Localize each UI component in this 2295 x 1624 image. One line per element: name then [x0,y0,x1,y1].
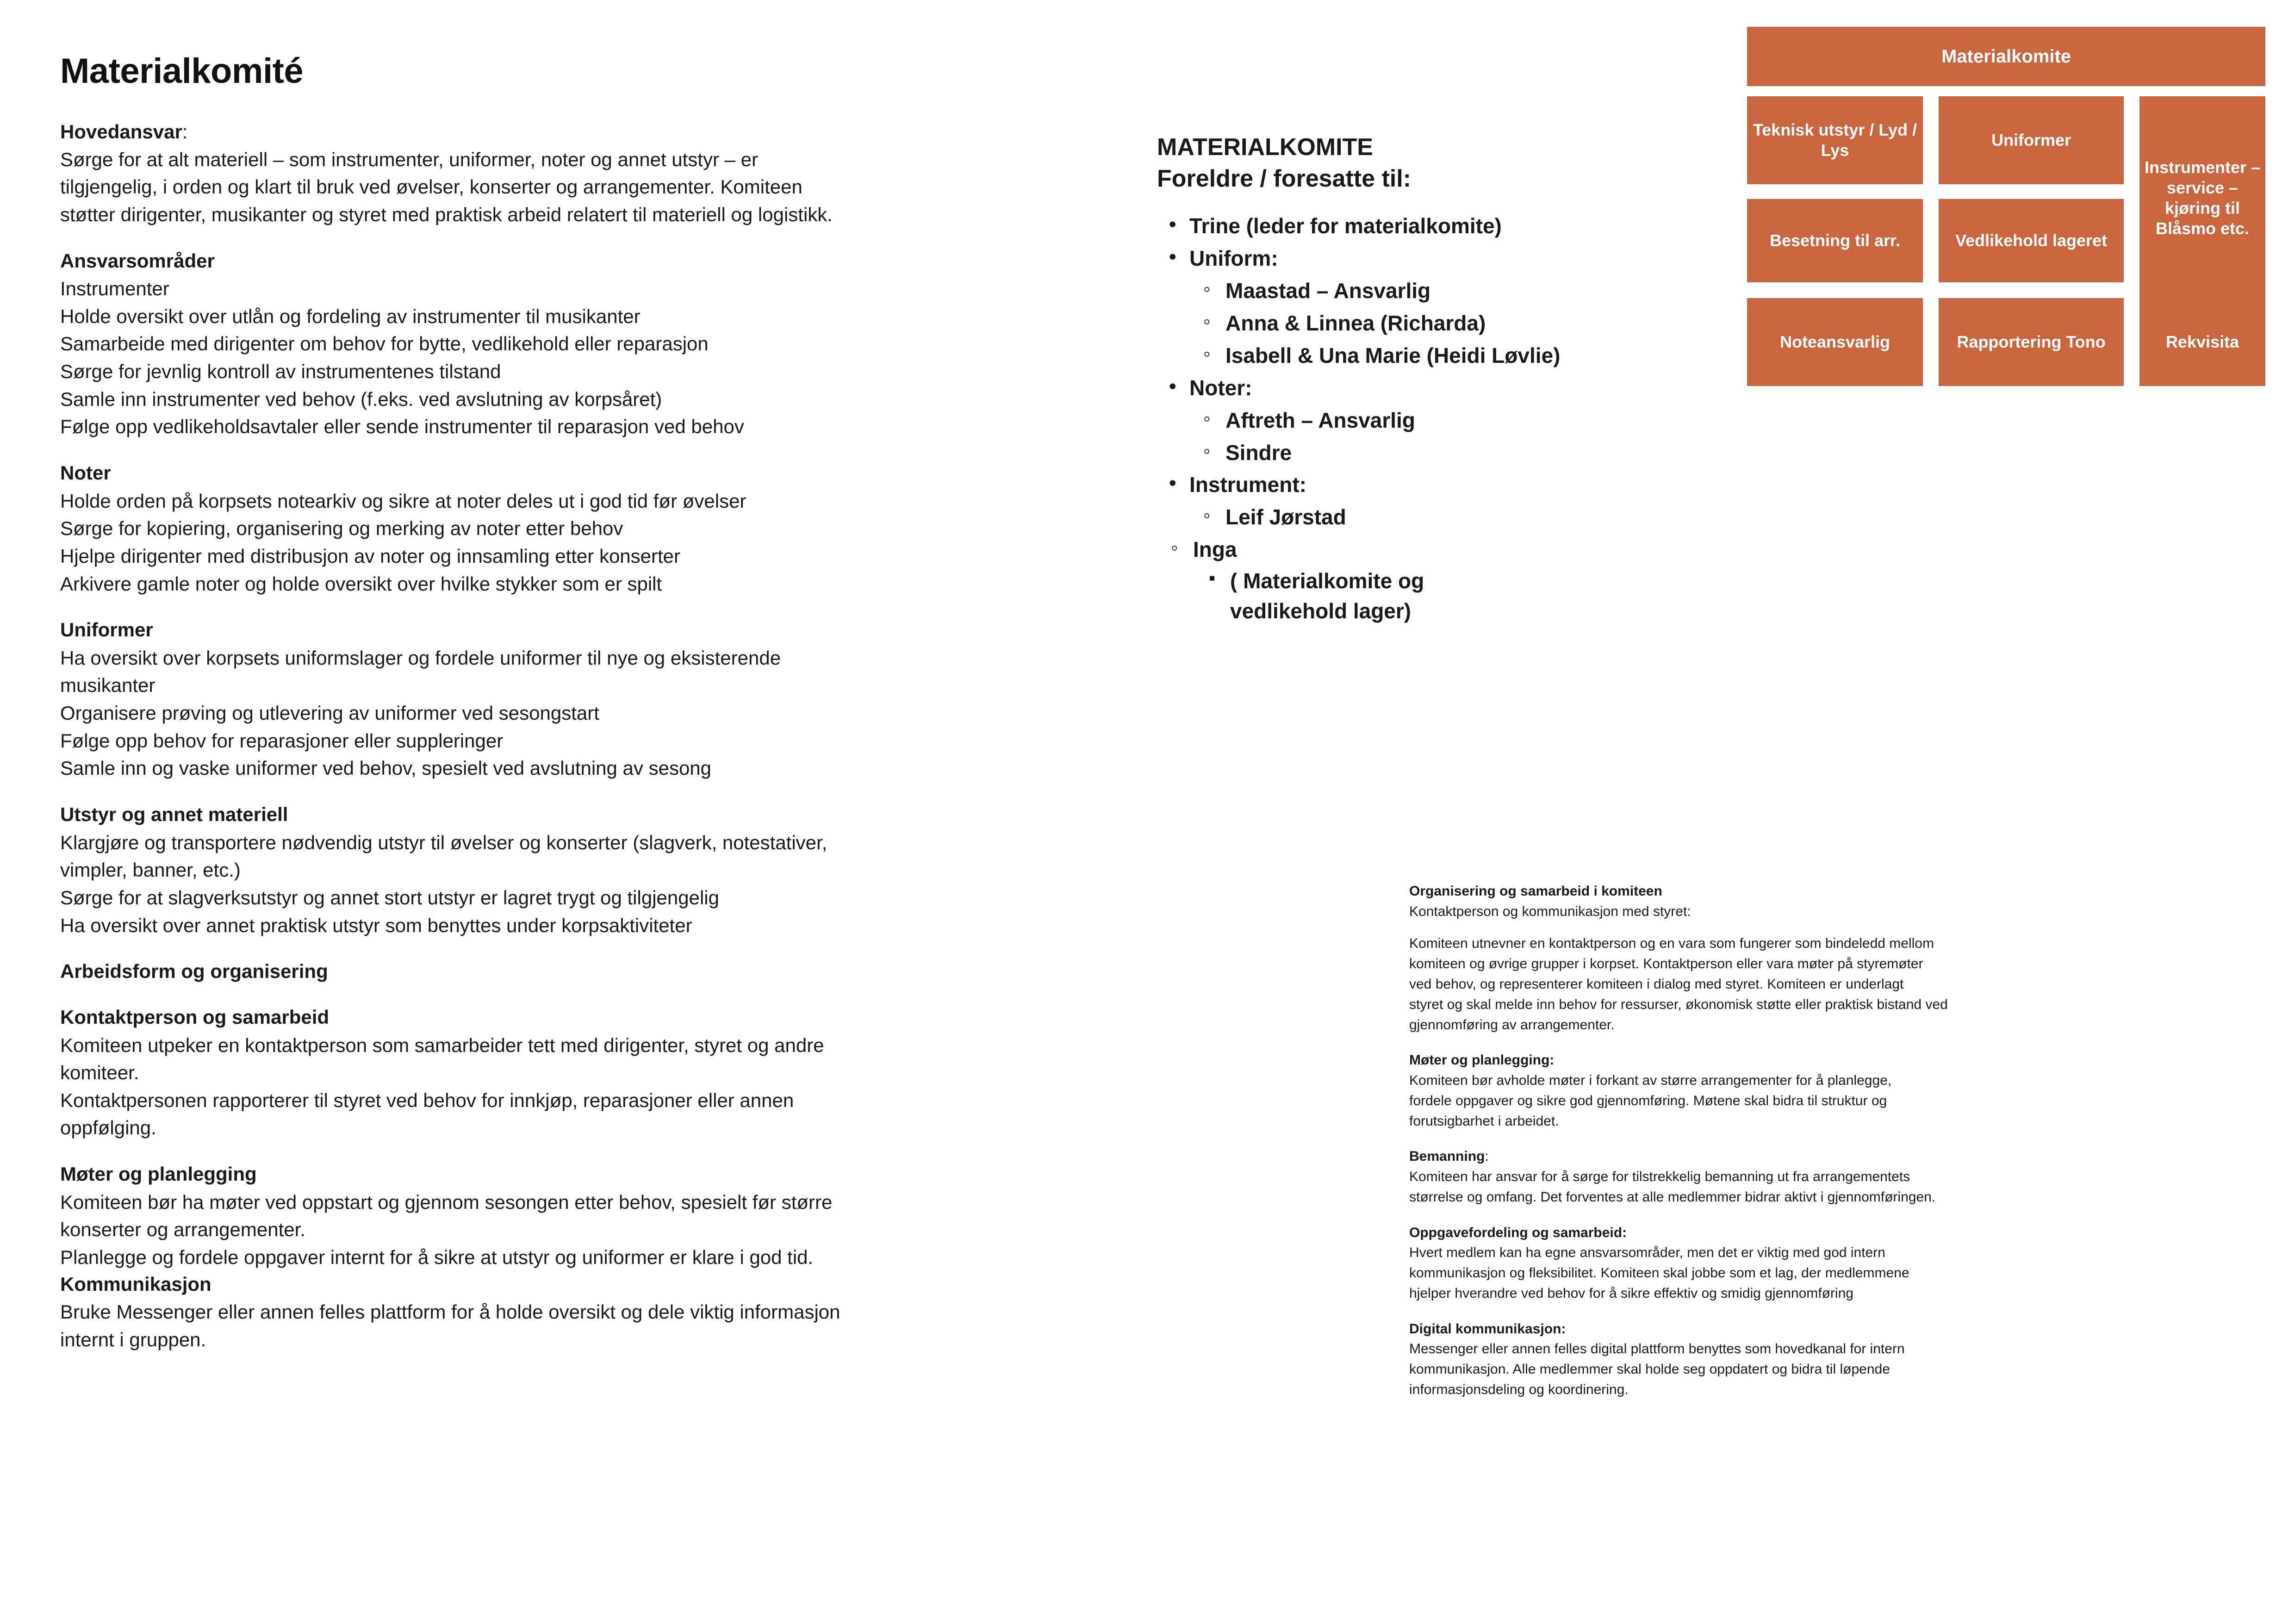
list-item [1189,469,1796,534]
list-item [1189,243,1796,372]
note-heading: Organisering og samarbeid i komiteen [1409,884,1662,899]
sub-list [1189,404,1796,469]
org-box-rekvisita: Rekvisita [2140,298,2265,386]
body-line: Samarbeide med dirigenter om behov for bytte, vedlikehold eller reparasjon [60,333,709,355]
note-line: forutsigbarhet i arbeidet. [1409,1113,1559,1129]
note-heading-text: Bemanning [1409,1149,1485,1164]
note-line: Komiteen har ansvar for å sørge for tilstrekkelig bemanning ut fra arrangementets [1409,1169,1910,1184]
list-item-label: ( Materialkomite og [1230,569,1424,593]
body-line: Sørge for kopiering, organisering og merking av noter etter behov [60,517,623,540]
section-utstyr [60,802,1134,939]
list-item [1230,566,1796,627]
note-line: Komiteen bør avholde møter i forkant av større arrangementer for å planlegge, [1409,1072,1892,1088]
body-line: internt i gruppen. [60,1328,206,1350]
org-chart [1747,27,2265,624]
body-line: Samle inn instrumenter ved behov (f.eks. ved avslutning av korpsåret) [60,388,662,410]
roster-subtitle: Foreldre / foresatte til: [1157,165,1411,192]
page-title: Materialkomité [60,51,304,91]
note-line: hjelper hverandre ved behov for å sikre effektiv og smidig gjennomføring [1409,1285,1853,1301]
body-line: Holde oversikt over utlån og fordeling av instrumenter til musikanter [60,305,641,327]
note-line: informasjonsdeling og koordinering. [1409,1381,1629,1397]
section-heading-arbeidsform: Arbeidsform og organisering [60,960,328,983]
body-line: musikanter [60,674,155,697]
heading-text: Hovedansvar [60,121,182,143]
org-box-teknisk-utstyr: Teknisk utstyr / Lyd / Lys [1747,96,1923,184]
body-line: Arkivere gamle noter og holde oversikt over hvilke stykker som er spilt [60,572,662,595]
body-line: Instrumenter [60,278,169,300]
section-heading-moter: Møter og planlegging [60,1163,257,1185]
note-line: gjennomføring av arrangementer. [1409,1017,1615,1033]
list-item: ◦ Leif Jørstad [1225,501,1796,534]
org-box-materialkomite: Materialkomite [1747,27,2265,86]
org-box-besetning: Besetning til arr. [1747,199,1923,282]
list-item [1193,534,1796,627]
section-ansvarsomrader [60,248,1134,441]
note-heading-suffix: : [1485,1149,1489,1164]
org-box-vedlikehold: Vedlikehold lageret [1939,199,2124,282]
note-line: størrelse og omfang. Det forventes at alle medlemmer bidrar aktivt i gjennomføringen. [1409,1189,1936,1205]
body-line: Samle inn og vaske uniformer ved behov, spesielt ved avslutning av sesong [60,757,712,779]
note-lead: Kontaktperson og kommunikasjon med styret: [1409,903,1691,919]
section-heading-uniformer: Uniformer [60,619,153,641]
section-heading-hovedansvar [60,118,1134,146]
body-line: Ha oversikt over korpsets uniformslager og fordele uniformer til nye og eksisterende [60,647,781,669]
section-kontaktperson [60,1004,1134,1142]
sub-list [1193,566,1796,627]
list-item: ◦ Sindre [1225,437,1796,469]
list-item-label-cont: vedlikehold lager) [1230,599,1412,623]
list-item-label: Uniform: [1189,246,1278,271]
org-chart-grid [1747,96,2265,624]
note-line: styret og skal melde inn behov for ressurser, økonomisk støtte eller praktisk bistand ved [1409,996,1948,1012]
sub-list [1189,501,1796,534]
body-line: Sørge for at alt materiell – som instrumenter, uniformer, noter og annet utstyr – er [60,148,759,170]
note-line: Messenger eller annen felles digital plattform benyttes som hovedkanal for intern [1409,1341,1905,1357]
note-heading: Møter og planlegging: [1409,1052,1555,1068]
list-item [1189,210,1796,243]
org-box-uniformer: Uniformer [1939,96,2124,184]
section-kommunikasjon [60,1271,1134,1354]
body-line: Følge opp behov for reparasjoner eller suppleringer [60,729,504,752]
note-line: kommunikasjon og fleksibilitet. Komiteen skal jobbe som et lag, der medlemmene [1409,1265,1909,1281]
body-line: vimpler, banner, etc.) [60,859,241,881]
note-heading: Digital kommunikasjon: [1409,1321,1566,1337]
note-line: ved behov, og representerer komiteen i dialog med styret. Komiteen er underlagt [1409,976,1904,992]
list-item-label: Instrument: [1189,473,1306,497]
body-line: Holde orden på korpsets notearkiv og sikre at noter deles ut i god tid før øvelser [60,490,746,512]
body-line: Komiteen utpeker en kontaktperson som samarbeider tett med dirigenter, styret og andre [60,1034,824,1056]
list-item-label: Noter: [1189,375,1252,400]
body-line: Sørge for jevnlig kontroll av instrumentenes tilstand [60,361,501,383]
org-box-rapportering: Rapportering Tono [1939,298,2124,386]
left-text-column [60,51,1134,1373]
heading-suffix: : [182,121,188,143]
section-heading-kontaktperson: Kontaktperson og samarbeid [60,1006,330,1028]
note-oppgavefordeling [1409,1223,2210,1304]
body-line: Kontaktpersonen rapporterer til styret ved behov for innkjøp, reparasjoner eller annen [60,1089,794,1111]
note-line: Komiteen utnevner en kontaktperson og en vara som fungerer som bindeledd mellom [1409,936,1934,952]
list-item [1189,372,1796,469]
note-heading: Oppgavefordeling og samarbeid: [1409,1225,1627,1240]
section-noter [60,460,1134,597]
body-line: Sørge for at slagverksutstyr og annet stort utstyr er lagret trygt og tilgjengelig [60,886,719,908]
body-line: Følge opp vedlikeholdsavtaler eller sende instrumenter til reparasjon ved behov [60,416,744,438]
note-line: Hvert medlem kan ha egne ansvarsområder, men det er viktig med god intern [1409,1245,1885,1261]
list-item: ◦ Anna & Linnea (Richarda) [1225,307,1796,340]
section-arbeidsform [60,958,1134,985]
body-line: Klargjøre og transportere nødvendig utstyr til øvelser og konserter (slagverk, notestativer, [60,831,827,853]
note-line: komiteen og øvrige grupper i korpset. Kontaktperson eller vara møter på styremøter [1409,956,1923,972]
materialkomite-roster [1157,132,1796,627]
body-line: Planlegge og fordele oppgaver internt for å sikre at utstyr og uniformer er klare i god tid. [60,1246,814,1268]
list-item: ◦ Maastad – Ansvarlig [1225,275,1796,307]
org-box-instrumenter: Instrumenter – service – kjøring til Blåsmo etc. [2140,96,2265,300]
org-box-noteansvarlig: Noteansvarlig [1747,298,1923,386]
body-line: konserter og arrangementer. [60,1219,305,1241]
body-line: oppfølging. [60,1117,156,1139]
roster-list [1157,210,1796,534]
body-line: Organisere prøving og utlevering av uniformer ved sesongstart [60,702,599,724]
list-item: ◦ Isabell & Una Marie (Heidi Løvlie) [1225,340,1796,372]
section-uniformer [60,617,1134,782]
body-line: Bruke Messenger eller annen felles plattform for å holde oversikt og dele viktig informasjon [60,1301,840,1323]
body-line: Ha oversikt over annet praktisk utstyr som benyttes under korpsaktiviteter [60,914,692,936]
note-digital [1409,1319,2210,1400]
note-moter [1409,1051,2210,1131]
body-line: tilgjengelig, i orden og klart til bruk ved øvelser, konserter og arrangementer. Komiteen [60,176,802,198]
body-line: Komiteen bør ha møter ved oppstart og gjennom sesongen etter behov, spesielt før større [60,1191,833,1213]
body-line: støtter dirigenter, musikanter og styret med praktisk arbeid relatert til materiell og logistikk. [60,203,833,225]
body-line: Hjelpe dirigenter med distribusjon av noter og innsamling etter konserter [60,545,681,567]
section-heading-ansvarsomrader: Ansvarsområder [60,249,215,272]
list-item: ◦ Aftreth – Ansvarlig [1225,404,1796,437]
roster-extra-list [1157,534,1796,627]
note-bemanning [1409,1147,2210,1207]
note-line: fordele oppgaver og sikre god gjennomføring. Møtene skal bidra til struktur og [1409,1093,1887,1108]
sub-list [1189,275,1796,372]
roster-title: MATERIALKOMITE [1157,134,1373,161]
section-moter [60,1161,1134,1271]
section-heading-kommunikasjon: Kommunikasjon [60,1273,211,1295]
list-item-label: Inga [1193,537,1237,562]
body-line: komiteer. [60,1062,139,1084]
note-organisering [1409,882,2210,1035]
note-heading [1409,1147,2210,1167]
notes-column [1409,882,2210,1416]
note-line: kommunikasjon. Alle medlemmer skal holde seg oppdatert og bidra til løpende [1409,1361,1890,1377]
list-item-label: Trine (leder for materialkomite) [1189,214,1502,238]
section-heading-noter: Noter [60,461,111,484]
section-heading-utstyr: Utstyr og annet materiell [60,803,288,825]
spacer [1409,921,2210,933]
section-hovedansvar [60,118,1134,229]
